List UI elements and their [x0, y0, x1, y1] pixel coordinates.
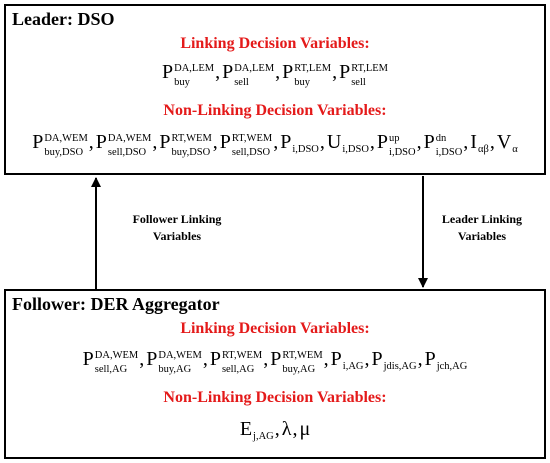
variable-symbol: P	[219, 131, 231, 153]
comma-separator: ,	[332, 61, 338, 83]
follower-nonlinking-heading: Non-Linking Decision Variables:	[163, 389, 387, 406]
variable-superscript: RT,WEM	[231, 132, 273, 144]
variable-symbol: P	[330, 348, 342, 370]
comma-separator: ,	[323, 348, 329, 370]
variable-subscript: buy	[174, 76, 190, 88]
math-variable	[240, 418, 274, 441]
follower-nonlinking-vars	[6, 418, 544, 441]
comma-separator: ,	[292, 418, 298, 440]
comma-separator: ,	[263, 348, 269, 370]
variable-symbol: P	[159, 131, 171, 153]
variable-subscript: i,AG	[342, 361, 364, 372]
variable-subscript: sell	[351, 76, 366, 88]
variable-superscript: up	[389, 132, 400, 144]
comma-separator: ,	[212, 131, 218, 153]
math-variable	[425, 348, 468, 371]
variable-subscript: j,AG	[253, 431, 274, 442]
variable-superscript: RT,WEM	[171, 132, 212, 144]
variable-subscript: sell,DSO	[231, 146, 271, 158]
variable-subscript: buy,DSO	[171, 146, 211, 158]
variable-symbol: P	[424, 348, 436, 370]
variable-symbol: V	[496, 131, 512, 153]
variable-superscript: DA,WEM	[44, 132, 88, 144]
variable-superscript: dn	[435, 132, 447, 144]
script-stack	[158, 350, 201, 375]
variable-symbol: P	[82, 348, 94, 370]
script-stack	[95, 350, 138, 375]
script-stack	[222, 350, 262, 375]
variable-symbol: P	[209, 348, 221, 370]
variable-symbol: P	[282, 61, 294, 83]
variable-subscript: i,DSO	[389, 146, 416, 158]
comma-separator: ,	[215, 61, 221, 83]
variable-subscript: buy,AG	[158, 363, 192, 375]
variable-subscript: sell,DSO	[107, 146, 147, 158]
comma-separator: ,	[417, 348, 423, 370]
variable-superscript: RT,LEM	[294, 62, 332, 74]
variable-subscript: jch,AG	[436, 361, 468, 372]
variable-subscript: α	[512, 144, 518, 155]
variable-subscript: i,DSO	[292, 144, 319, 155]
variable-symbol: P	[32, 131, 44, 153]
math-variable	[146, 348, 202, 374]
variable-subscript: i,DSO	[435, 146, 463, 158]
follower-linking-label: Follower Linking Variables	[132, 212, 222, 243]
variable-symbol: P	[161, 61, 174, 83]
comma-separator: ,	[369, 131, 375, 153]
comma-separator: ,	[275, 61, 281, 83]
comma-separator: ,	[88, 131, 94, 153]
comma-separator: ,	[489, 131, 495, 153]
variable-symbol: λ	[281, 418, 292, 440]
variable-subscript: sell	[234, 76, 249, 88]
comma-separator: ,	[416, 131, 422, 153]
comma-separator: ,	[319, 131, 325, 153]
variable-symbol: P	[423, 131, 435, 153]
variable-superscript: DA,WEM	[94, 349, 139, 361]
follower-box	[4, 289, 546, 459]
variable-subscript: i,DSO	[342, 144, 369, 155]
comma-separator: ,	[364, 348, 370, 370]
variable-symbol: P	[339, 61, 351, 83]
math-variable	[210, 348, 262, 374]
math-variable	[299, 418, 310, 441]
comma-separator: ,	[202, 348, 208, 370]
math-variable	[331, 348, 364, 371]
variable-symbol: P	[222, 61, 234, 83]
leader-linking-heading: Linking Decision Variables:	[180, 35, 370, 52]
variable-superscript: RT,LEM	[351, 62, 389, 74]
variable-subscript: buy,DSO	[44, 146, 84, 158]
variable-subscript: buy,AG	[282, 363, 316, 375]
variable-symbol: P	[95, 131, 107, 153]
variable-symbol: E	[239, 418, 253, 440]
variable-superscript: DA,WEM	[107, 132, 152, 144]
variable-superscript: DA,WEM	[158, 349, 202, 361]
math-variable	[270, 348, 322, 374]
script-stack	[282, 350, 322, 375]
variable-symbol: U	[326, 131, 342, 153]
comma-separator: ,	[152, 131, 158, 153]
math-variable	[282, 418, 292, 441]
comma-separator: ,	[274, 418, 280, 440]
comma-separator: ,	[139, 348, 145, 370]
variable-symbol: μ	[299, 418, 311, 440]
variable-subscript: jdis,AG	[383, 361, 417, 372]
variable-symbol: P	[371, 348, 383, 370]
math-variable	[372, 348, 417, 371]
variable-symbol: P	[280, 131, 292, 153]
variable-subscript: αβ	[477, 144, 489, 155]
variable-symbol: P	[376, 131, 389, 153]
variable-symbol: I	[470, 131, 477, 153]
math-variable	[83, 348, 139, 374]
variable-symbol: P	[146, 348, 158, 370]
leader-nonlinking-heading: Non-Linking Decision Variables:	[163, 102, 387, 119]
variable-symbol: P	[270, 348, 282, 370]
comma-separator: ,	[273, 131, 279, 153]
comma-separator: ,	[463, 131, 469, 153]
variable-superscript: RT,WEM	[282, 349, 323, 361]
variable-subscript: sell,AG	[221, 363, 255, 375]
follower-linking-vars	[6, 348, 544, 374]
follower-linking-heading: Linking Decision Variables:	[180, 320, 370, 337]
variable-subscript: sell,AG	[94, 363, 128, 375]
leader-title: Leader: DSO	[12, 9, 115, 29]
variable-subscript: buy	[294, 76, 311, 88]
follower-title: Follower: DER Aggregator	[12, 294, 220, 314]
variable-superscript: DA,LEM	[234, 62, 275, 74]
variable-superscript: DA,LEM	[174, 62, 215, 74]
variable-superscript: RT,WEM	[221, 349, 263, 361]
leader-linking-label: Leader Linking Variables	[441, 212, 523, 243]
